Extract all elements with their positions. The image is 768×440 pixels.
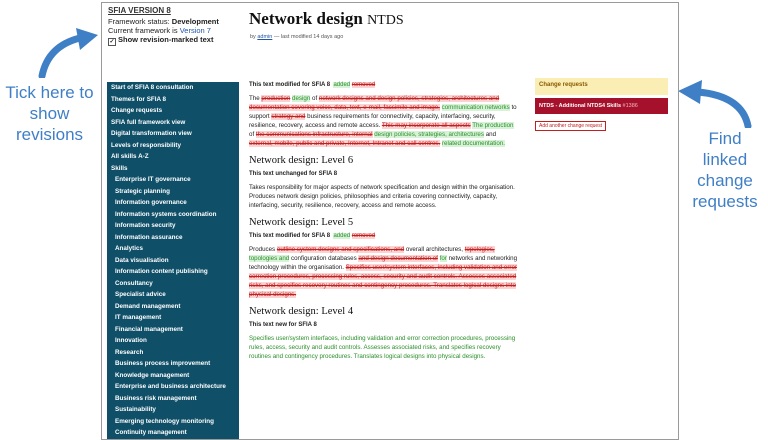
byline-by: by <box>250 34 256 40</box>
sidebar-item[interactable]: Business risk management <box>115 394 197 402</box>
sidebar-item[interactable]: SFIA full framework view <box>111 118 186 126</box>
sidebar-item[interactable]: Continuity management <box>115 429 187 436</box>
byline <box>250 34 343 40</box>
show-revisions-toggle[interactable] <box>108 35 219 46</box>
callout-show-revisions: Tick here to show revisions <box>5 83 94 144</box>
change-requests-heading: Change requests <box>535 78 668 95</box>
sidebar-item[interactable]: Consultancy <box>115 279 153 287</box>
sidebar-item[interactable]: Analytics <box>115 245 143 252</box>
change-request-label: NTDS - Additional NTDS4 Skills <box>539 103 621 109</box>
sidebar-item[interactable]: Enterprise IT governance <box>115 176 191 183</box>
level-6-heading: Network design: Level 6 <box>249 155 354 166</box>
current-label: Current framework is <box>108 26 178 35</box>
sidebar-item[interactable]: Skills <box>111 164 128 172</box>
sidebar-item[interactable]: Change requests <box>111 107 163 114</box>
checkbox-checked-icon[interactable]: ✓ <box>109 39 115 45</box>
version-heading[interactable]: SFIA VERSION 8 <box>108 6 171 15</box>
sidebar-item[interactable]: Knowledge management <box>115 371 190 379</box>
sidebar-item[interactable]: All skills A-Z <box>111 153 149 160</box>
sidebar-item[interactable]: Innovation <box>115 337 147 344</box>
page-title <box>249 9 404 29</box>
page-title-text: Network design <box>249 9 363 28</box>
sidebar-item[interactable]: Information security <box>115 222 176 229</box>
level-4-revision-note: This text new for SFIA 8 <box>249 322 317 328</box>
sidebar-item[interactable]: Themes for SFIA 8 <box>111 95 167 103</box>
added-key: added <box>333 82 351 88</box>
skill-description: The production design of network designs and design policies, strategies, architectures and documentation covering voice, data, text, e-mail, facsimile and image, communication networks to support strategy and business requirements for connectivity, capacity, interfacing, security, resilience, recovery, access and remote access. This may incorporate all aspects The production of the communications infrastructure, internal design policies, strategies, architectures and external, mobile, public and private, Internet, Intranet and call centres. related documentation. <box>249 95 517 147</box>
change-request-item[interactable] <box>535 98 668 114</box>
show-revisions-label: Show revision-marked text <box>118 35 214 44</box>
level-4-heading: Network design: Level 4 <box>249 306 354 317</box>
sidebar-item[interactable]: Information systems coordination <box>115 210 217 218</box>
browser-page <box>101 2 679 440</box>
sidebar-item[interactable]: Research <box>115 348 144 356</box>
callout-find-change-requests: Find linked change requests <box>692 129 758 211</box>
sidebar-item[interactable]: Emerging technology monitoring <box>115 417 215 425</box>
sidebar-item[interactable]: Specialist advice <box>115 291 166 298</box>
sidebar-item[interactable]: Levels of responsibility <box>111 141 181 149</box>
level-5-heading: Network design: Level 5 <box>249 217 354 228</box>
sidebar-item[interactable]: Sustainability <box>115 406 156 413</box>
sidebar-item[interactable]: Start of SFIA 8 consultation <box>111 84 194 91</box>
modified-text: — last modified 14 days ago <box>273 34 344 40</box>
main-content <box>249 81 519 365</box>
skill-code: NTDS <box>367 13 404 28</box>
level-6-revision-note: This text unchanged for SFIA 8 <box>249 171 338 177</box>
removed-key: removed <box>351 82 376 88</box>
sidebar-item[interactable]: Information governance <box>115 199 187 206</box>
level-5-revision-note: This text modified for SFIA 8 added removed <box>249 233 376 239</box>
status-value: Development <box>171 17 219 26</box>
sidebar-item[interactable]: Business process improvement <box>115 360 211 367</box>
sidebar-item[interactable]: Information content publishing <box>115 268 208 275</box>
sidebar-item[interactable]: Financial management <box>115 325 183 333</box>
author-link[interactable]: admin <box>257 34 273 40</box>
level-5-text: Produces outline system designs and specifications, and overall architectures, topologies, topologies and configuration databases and design documentation of for networks and networking technology within the organisation. Specifies user/system interfaces, including validation and error correction procedures, processing rules, access, security and audit controls. Assesses associated risks, and specifies recovery routines and contingency procedures. Translates logical designs into physical designs. <box>249 246 518 298</box>
sidebar-item[interactable]: Information assurance <box>115 233 183 241</box>
sidebar-item[interactable]: Data visualisation <box>115 256 169 264</box>
level-4-text: Specifies user/system interfaces, including validation and error correction procedures, processing rules, access, security and audit controls. Assesses associated risks, and specifies recovery routines and contingency procedures. Translates logical designs into physical designs. <box>249 335 516 360</box>
framework-info <box>108 6 219 46</box>
level-6-text: Takes responsibility for major aspects of network specification and design within the organisation. Produces network design policies, philosophies and criteria covering connectivity, capacity, interfacing, security, resilience, recovery, access and remote access. <box>249 184 515 209</box>
description-revision-note: This text modified for SFIA 8 added removed <box>249 82 376 88</box>
change-request-number: #1386 <box>622 103 638 109</box>
status-label: Framework status: <box>108 17 170 26</box>
change-requests-panel <box>535 78 668 132</box>
arrow-right-icon <box>676 76 756 128</box>
sidebar-item[interactable]: IT management <box>115 314 162 321</box>
sidebar-item[interactable]: Digital transformation view <box>111 130 192 137</box>
current-version-link[interactable]: Version 7 <box>179 26 211 35</box>
sidebar-item[interactable]: Enterprise and business architecture <box>115 383 226 390</box>
arrow-left-icon <box>38 26 102 78</box>
sidebar-item[interactable]: Strategic planning <box>115 187 170 195</box>
sidebar-nav <box>107 82 239 440</box>
sidebar-item[interactable]: Demand management <box>115 302 181 310</box>
add-change-request-button[interactable]: Add another change request <box>535 121 606 131</box>
